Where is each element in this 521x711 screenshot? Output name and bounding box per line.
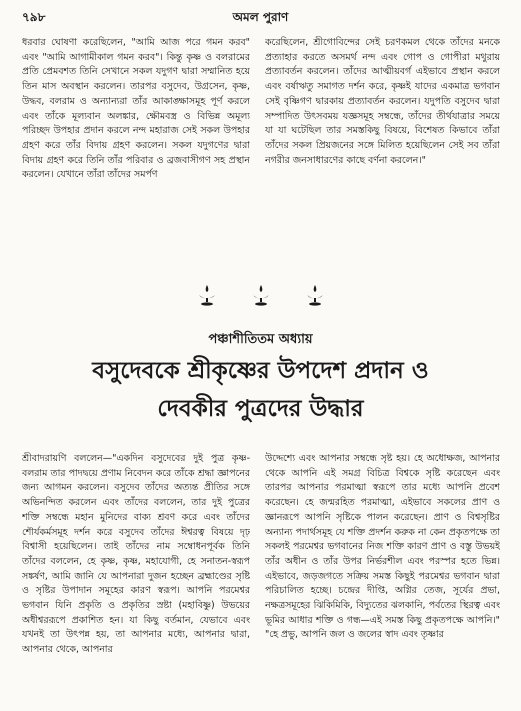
page-number: ৭৯৮ bbox=[22, 10, 46, 24]
lamp-icon bbox=[195, 283, 219, 307]
paragraph: ধরবার ঘোষণা করেছিলেন, "আমি আজ পরে গমন করব" এবং "আমি আগামীকাল গমন করব"। কিন্তু কৃষ্ণ ও বলরামের প্রতি প্রেমবশত তিনি সেখানে সকল যদুগণ দ্বারা সম্মানিত হয়ে তিন মাস অবস্থান করলেন। তারপর বসুদেব, উগ্রসেন, কৃষ্ণ, উদ্ধব, বলরাম ও অন্যান্যরা তাঁর আকাঙ্ক্ষাসমূহ পূর্ণ করলে এবং তাঁকে মূল্যবান অলঙ্কার, ক্ষৌমবস্ত্র ও বিভিন্ন অমূল্য পরিচ্ছদ উপহার প্রদান করলে নন্দ মহারাজ সেই সকল উপহার গ্রহণ করে তাঁর বিদায় গ্রহণ করলেন। সকল যদুগণের দ্বারা বিদায় গ্রহণ করে তিনি তাঁর পরিবার ও ব্রজবাসীগণ সহ প্রস্থান করলেন। যেখানে তাঁরা তাঁদের সমর্পণ bbox=[22, 37, 250, 181]
paragraph: উদ্দেশ্যে এবং আপনার সম্বন্ধে সৃষ্ট হয়। হে অধোক্ষজ, আপনার থেকে আপনি এই সমগ্র বিচিত্র বিশ্বকে সৃষ্টি করেছেন এবং তারপর আপনার পরমাত্মা স্বরূপে তার মধ্যে আপনি প্রবেশ করেছেন। হে জন্মরহিত পরমাত্মা, এইভাবে সকলের প্রাণ ও জ্ঞানরূপে আপনি সৃষ্টিকে পালন করেছেন। প্রাণ ও বিশ্বসৃষ্টির অন্যান্য পদার্থসমূহ যে শক্তি প্রদর্শন করুক না কেন প্রকৃতপক্ষে তা সকলই পরমেশ্বর ভগবানের নিজ শক্তি কারণ প্রাণ ও বস্তু উভয়ই তাঁর অধীন ও তাঁর উপর নির্ভরশীল এবং পরস্পর হতে ভিন্ন। এইভাবে, জড়জগতে সক্রিয় সমস্ত কিছুই পরমেশ্বর ভগবান দ্বারা পরিচালিত হচ্ছে। চন্দ্রের দীপ্তি, অগ্নির তেজ, সূর্যের প্রভা, নক্ষত্রসমূহের ঝিকিমিকি, বিদ্যুতের ঝলকানি, পর্বতের স্থিরত্ব এবং ভূমির আধার শক্তি ও গন্ধ—এই সমস্ত কিছু প্রকৃতপক্ষে আপনি।" "হে প্রভু, আপনি জল ও জলের স্বাদ এবং তৃষ্ণার bbox=[265, 453, 500, 641]
paragraph: শ্রীবাদরায়ণি বললেন—"একদিন বসুদেবের দুই পুত্র কৃষ্ণ-বলরাম তার পাদদ্বয়ে প্রণাম নিবেদন করে তাঁকে শ্রদ্ধা জ্ঞাপনের জন্য আগমন করলেন। বসুদেব তাঁদের অত্যন্ত প্রীতির সঙ্গে অভিনন্দিত করলেন এবং তাঁদের বললেন, তার দুই পুত্রের শক্তি সম্বন্ধে মহান মুনিদের বাক্য শ্রবণ করে এবং তাঁদের শৌর্যকর্মসমূহ দর্শন করে বসুদেব তাঁদের ঈশ্বরত্ব বিষয়ে দৃঢ় বিশ্বাসী হয়েছিলেন। তাই তাঁদের নাম সম্বোধনপূর্বক তিনি তাঁদের বললেন, হে কৃষ্ণ, কৃষ্ণ, মহাযোগী, হে সনাতন-স্বরূপ সঙ্কর্ষণ, আমি জানি যে আপনারা দুজন হচ্ছেন ব্রহ্মাণ্ডের সৃষ্টি ও সৃষ্টির উপাদান সমূহের কারণ স্বরূপ। আপনি পরমেশ্বর ভগবান যিনি প্রকৃতি ও প্রকৃতির স্রষ্টা (মহাবিষ্ণু) উভয়ের অধীশ্বররূপে প্রকাশিত হন। যা কিছু বর্তমান, যেভাবে এবং যখনই তা উৎপন্ন হয়, তা আপনার মধ্যে, আপনার দ্বারা, আপনার থেকে, আপনার bbox=[22, 453, 250, 656]
chapter-title-line-2: দেবকীর পুত্রদের উদ্ধার bbox=[157, 396, 364, 422]
lamp-icon bbox=[303, 283, 327, 307]
chapter-title-line-1: বসুদেবকে শ্রীকৃষ্ণের উপদেশ প্রদান ও bbox=[92, 358, 429, 384]
chapter-label: পঞ্চাশীতিতম অধ্যায় bbox=[208, 332, 313, 347]
bottom-left-column bbox=[22, 452, 250, 704]
page-header bbox=[22, 9, 499, 29]
top-left-column bbox=[22, 36, 250, 276]
top-right-column bbox=[265, 36, 500, 276]
paragraph: করেছিলেন, শ্রীগোবিন্দের সেই চরণকমল থেকে তাঁদের মনকে প্রত্যাহার করতে অসমর্থ নন্দ এবং গোপ ও গোপীরা মথুরায় প্রত্যাবর্তন করলেন। তাঁদের আত্মীয়বর্গ এইভাবে প্রস্থান করলে এবং বর্ষাঋতু সমাগত দর্শন করে, কৃষ্ণই যাদের একমাত্র ভগবান সেই বৃষ্ণিগণ দ্বারকায় প্রত্যাবর্তন করলেন। যদুপতি বসুদেব দ্বারা সম্পাদিত উৎসবময় যজ্ঞসমূহ সম্বন্ধে, তাঁদের তীর্থযাত্রার সময়ে যা যা ঘটেছিল তার সমস্তকিছু বিষয়ে, বিশেষত কিভাবে তাঁরা তাঁদের সকল প্রিয়জনের সঙ্গে মিলিত হয়েছিলেন সেই সব তাঁরা নগরীর জনসাধারণের কাছে বর্ণনা করলেন।" bbox=[265, 37, 500, 166]
running-head: অমল পুরাণ bbox=[232, 10, 289, 24]
ornament-divider bbox=[0, 283, 521, 307]
bottom-right-column bbox=[265, 452, 500, 704]
lamp-icon bbox=[249, 283, 273, 307]
